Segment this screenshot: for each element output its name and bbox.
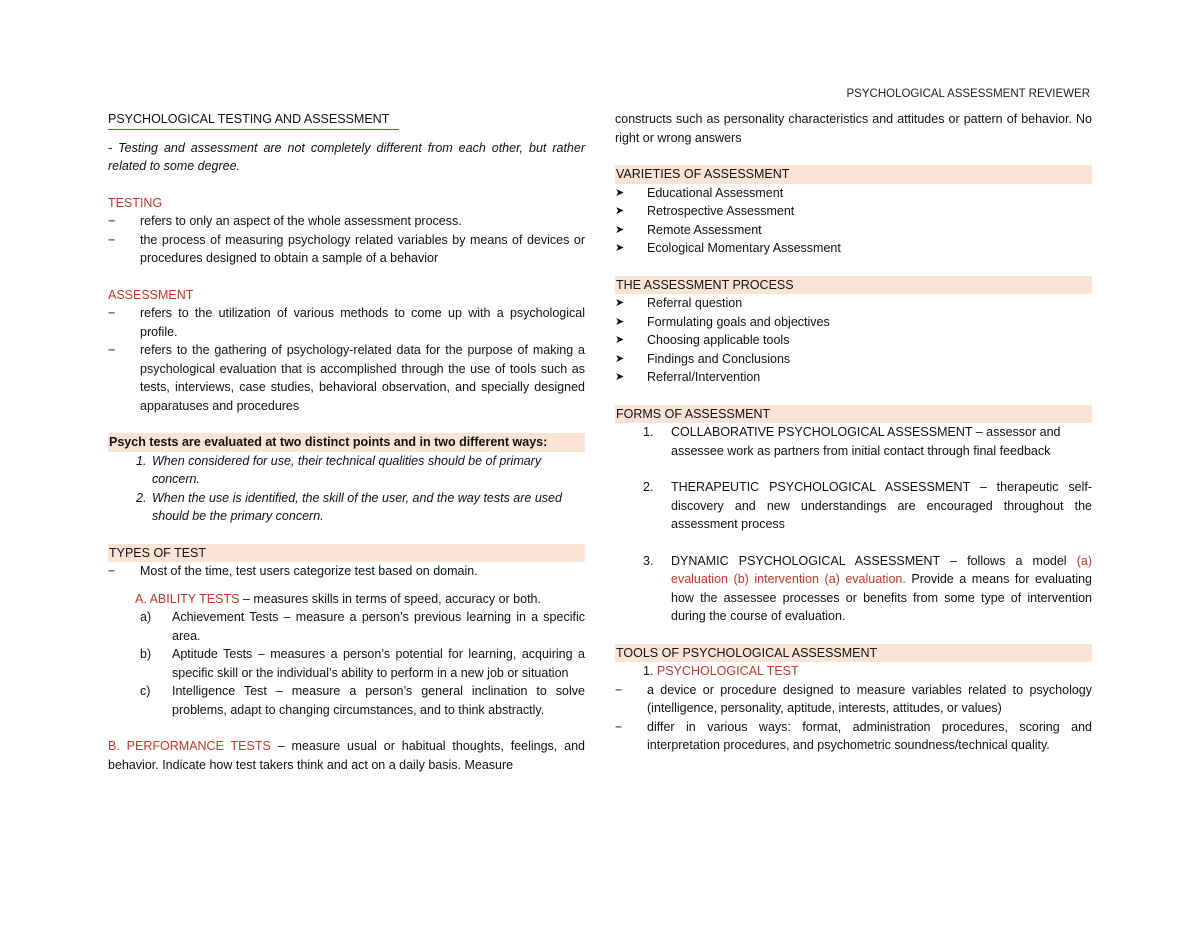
arrow-bullet-icon: ➤ (615, 334, 625, 346)
list-item: − differ in various ways: format, administration procedures, scoring and interpretation procedures, and psychometric soundness/technical quality. (615, 718, 1092, 755)
assessment-heading: ASSESSMENT (108, 287, 194, 302)
dash-marker: − (108, 306, 116, 320)
dash-marker: − (108, 564, 116, 578)
arrow-bullet-icon: ➤ (615, 223, 625, 236)
arrow-bullet-icon: ➤ (615, 186, 625, 199)
list-item: ➤ Findings and Conclusions (615, 350, 1092, 369)
list-item: 1. COLLABORATIVE PSYCHOLOGICAL ASSESSMENT – assessor and assessee work as partners from initial contact through final feedback (643, 425, 1061, 458)
varieties-heading: VARIETIES OF ASSESSMENT (615, 165, 1092, 184)
list-item: a) Achievement Tests – measure a person’s previous learning in a specific area. (140, 610, 585, 643)
arrow-bullet-icon: ➤ (615, 315, 625, 328)
testing-heading: TESTING (108, 195, 163, 210)
left-column (108, 110, 585, 774)
list-item: 2. When the use is identified, the skill of the user, and the way tests are used should be the primary concern. (136, 490, 562, 523)
list-item: 3. DYNAMIC PSYCHOLOGICAL ASSESSMENT – follows a model (a) evaluation (b) intervention (a) evaluation. Provide a means for evaluating how the assessee processes or benefits from some type of intervention during the course of evaluation. (643, 553, 1092, 623)
process-heading: THE ASSESSMENT PROCESS (615, 276, 1092, 295)
list-item: − refers to the gathering of psychology-related data for the purpose of making a psychological evaluation that is accomplished through the use of tools such as tests, interviews, case studies, behavioral observation, and specially designed apparatuses and procedures (108, 341, 585, 415)
dash-marker: − (108, 214, 116, 228)
psychological-test-subheading: 1. PSYCHOLOGICAL TEST (643, 664, 799, 678)
list-item: ➤ Retrospective Assessment (615, 202, 1092, 221)
continuation-text: constructs such as personality characteristics and attitudes or pattern of behavior. No right or wrong answers (615, 112, 1092, 145)
dash-marker: − (108, 232, 116, 247)
list-item: ➤ Choosing applicable tools (615, 331, 1092, 350)
dash-marker: − (108, 343, 116, 357)
arrow-bullet-icon: ➤ (615, 297, 625, 309)
list-item: − Most of the time, test users categorize test based on domain. (108, 562, 585, 581)
list-item: − a device or procedure designed to measure variables related to psychology (intelligence, personality, aptitude, interests, attitudes, or values) (615, 681, 1092, 718)
dash-marker: − (615, 682, 623, 697)
forms-heading: FORMS OF ASSESSMENT (615, 405, 1092, 424)
list-item: ➤ Educational Assessment (615, 184, 1092, 203)
list-item: ➤ Ecological Momentary Assessment (615, 239, 1092, 258)
arrow-bullet-icon: ➤ (615, 352, 625, 365)
list-item: b) Aptitude Tests – measures a person’s potential for learning, acquiring a specific skill or the individual’s ability to perform in a new job or situation (140, 647, 585, 680)
dash-marker: − (615, 719, 623, 734)
tools-heading: TOOLS OF PSYCHOLOGICAL ASSESSMENT (615, 644, 1092, 663)
running-header: PSYCHOLOGICAL ASSESSMENT REVIEWER (846, 88, 1090, 100)
ability-tests-heading: A. ABILITY TESTS – measures skills in terms of speed, accuracy or both. (135, 591, 541, 606)
list-item: ➤ Formulating goals and objectives (615, 313, 1092, 332)
list-item: ➤ Referral question (615, 294, 1092, 313)
arrow-bullet-icon: ➤ (615, 205, 625, 217)
list-item: ➤ Remote Assessment (615, 221, 1092, 240)
list-item: − the process of measuring psychology related variables by means of devices or procedures designed to obtain a sample of a behavior (108, 231, 585, 268)
list-item: ➤ Referral/Intervention (615, 368, 1092, 387)
page-title: PSYCHOLOGICAL TESTING AND ASSESSMENT (108, 110, 399, 130)
list-item: − refers to the utilization of various methods to come up with a psychological profile. (108, 304, 585, 341)
list-item: c) Intelligence Test – measure a person’s general inclination to solve problems, adapt to changing circumstances, and to think abstractly. (140, 684, 585, 717)
types-heading: TYPES OF TEST (108, 544, 585, 563)
list-item: 2. THERAPEUTIC PSYCHOLOGICAL ASSESSMENT – therapeutic self-discovery and new understandings are encouraged throughout the assessment process (643, 480, 1092, 531)
arrow-bullet-icon: ➤ (615, 242, 625, 254)
right-column (615, 110, 1092, 755)
list-item: 1. When considered for use, their technical qualities should be of primary concern. (136, 453, 542, 486)
performance-tests-paragraph: B. PERFORMANCE TESTS – measure usual or habitual thoughts, feelings, and behavior. Indicate how test takers think and act on a daily basis. Measure (108, 739, 585, 772)
arrow-bullet-icon: ➤ (615, 371, 625, 383)
psych-tests-heading: Psych tests are evaluated at two distinct points and in two different ways: (108, 433, 585, 452)
list-item: − refers to only an aspect of the whole assessment process. (108, 212, 585, 231)
intro-text: - Testing and assessment are not completely different from each other, but rather related to some degree. (108, 140, 585, 173)
